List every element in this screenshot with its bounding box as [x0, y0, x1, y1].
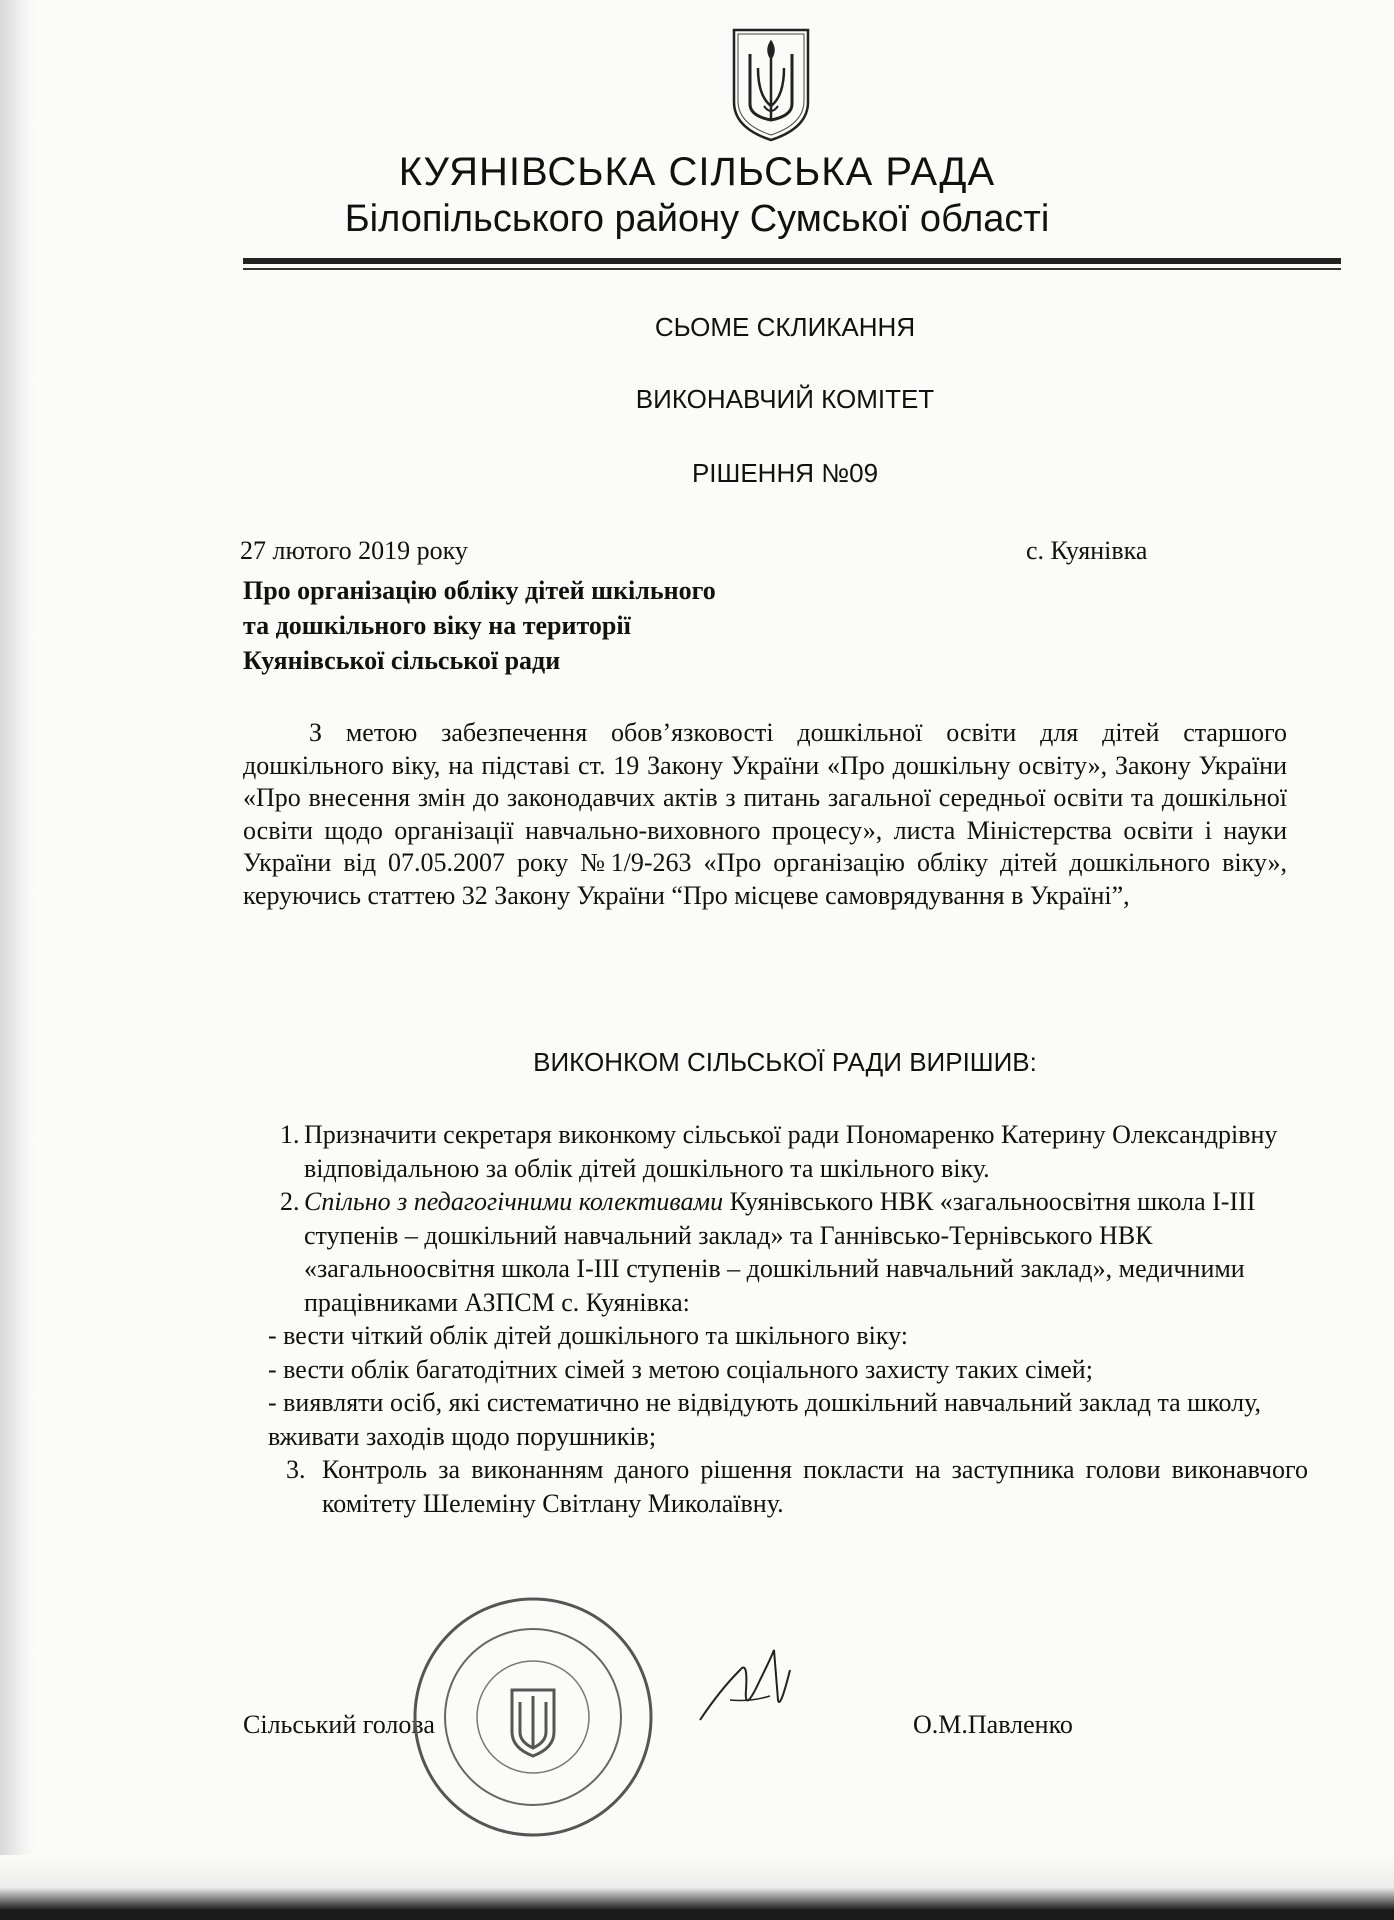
decision-items [268, 1118, 1308, 1520]
decision-item-3 [280, 1453, 1308, 1520]
convocation: СЬОМЕ СКЛИКАННЯ [654, 312, 916, 342]
decision-place: с. Куянівка [1026, 536, 1148, 565]
header-rule-thin [243, 268, 1341, 270]
decision-date: 27 лютого 2019 року [240, 536, 468, 565]
item-text: Контроль за виконанням даного рішення покласти на заступника голови виконавчого комітету Шелеміну Світлану Миколаївну. [322, 1455, 1308, 1518]
header-rule-thick [243, 258, 1341, 264]
decision-subject: Про організацію обліку дітей шкільного та дошкільного віку на території Куянівської сільської ради [243, 576, 716, 675]
scan-edge-bottom [0, 1855, 1394, 1920]
council-district: Білопільського району Сумської області [344, 198, 1050, 240]
item-text: Призначити секретаря виконкому сільської ради Пономаренко Катерину Олександрівну відповідальною за облік дітей дошкільного та шкільного віку. [304, 1120, 1278, 1183]
signatory-name: О.М.Павленко [913, 1710, 1073, 1739]
list-item: - вести чіткий облік дітей дошкільного та шкільного віку: [268, 1321, 908, 1350]
decision-item-1 [280, 1118, 1308, 1185]
decision-item-2 [280, 1185, 1308, 1319]
council-name: КУЯНІВСЬКА СІЛЬСЬКА РАДА [398, 150, 996, 194]
item-text-italic: Спільно з педагогічними колективами [304, 1187, 724, 1216]
list-item: - виявляти осіб, які систематично не відвідують дошкільний навчальний заклад та школу, вживати заходів щодо порушників; [268, 1388, 1262, 1451]
stamp-trident-icon [512, 1690, 554, 1756]
handwritten-signature [690, 1630, 800, 1740]
signatory-title: Сільський голова [243, 1710, 435, 1739]
resolved-heading: ВИКОНКОМ СІЛЬСЬКОЇ РАДИ ВИРІШИВ: [533, 1047, 1037, 1077]
decision-number: РІШЕННЯ №09 [691, 458, 879, 488]
item-number: 1. [280, 1120, 300, 1149]
item-number: 3. [286, 1455, 306, 1484]
date-place-line [240, 536, 1180, 566]
item-text: Куянівського НВК «загальноосвітня школа І-ІІІ ступенів – дошкільний навчальний заклад» та Ганнівсько-Тернівського НВК «загальноосвітня школа І-ІІІ ступенів – дошкільний навчальний заклад», медичними працівниками АЗПСМ с. Куянівка: [304, 1187, 1256, 1317]
scan-edge-left [0, 0, 34, 1920]
item-number: 2. [280, 1187, 300, 1216]
preamble-paragraph: З метою забезпечення обов’язковості дошкільної освіти для дітей старшого дошкільного віку, на підставі ст. 19 Закону України «Про дошкільну освіту», Закону України «Про внесення змін до законодавчих актів з питань загальної середньої освіти та дошкільної освіти щодо організації навчально-виховного процесу», листа Міністерства освіти і науки України від 07.05.2007 року №1/9-263 «Про організацію обліку дітей дошкільного віку», керуючись статтею 32 Закону України “Про місцеве самоврядування в Україні”, [243, 718, 1287, 910]
official-stamp [408, 1592, 658, 1842]
list-item: - вести облік багатодітних сімей з метою соціального захисту таких сімей; [268, 1354, 1093, 1384]
coat-of-arms-icon [728, 24, 814, 146]
committee-title: ВИКОНАВЧИЙ КОМІТЕТ [635, 384, 935, 414]
